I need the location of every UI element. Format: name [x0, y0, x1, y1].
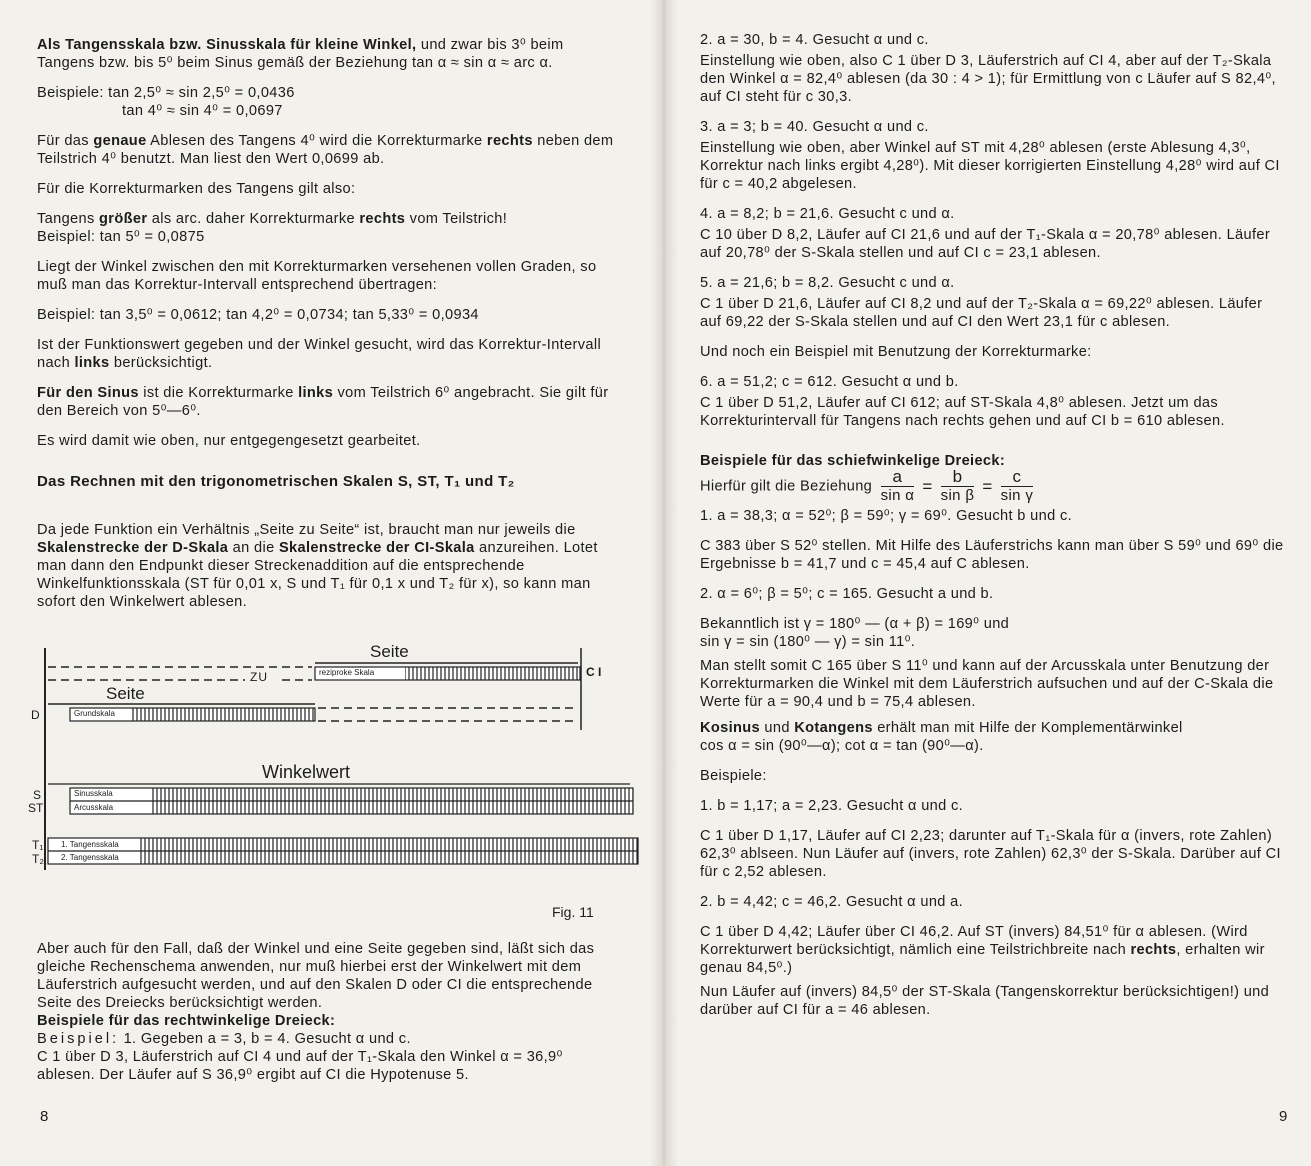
- d-scale-ticks: [130, 708, 315, 721]
- fraction-a: $\frac{a}{\text{sin α}}$: [880, 467, 915, 504]
- paragraph-example-1: Beispiel: 1. Gegeben a = 3, b = 4. Gesucht α und c. C 1 über D 3, Läuferstrich auf CI 4 und auf der T₁-Skala den Winkel α = 36,9⁰ ablesen. Der Läufer auf S 36,9⁰ ergibt auf CI die Hypotenuse 5.: [37, 1031, 563, 1083]
- example-6-text: C 1 über D 51,2, Läufer auf CI 612; auf ST-Skala 4,8⁰ ablesen. Jetzt um das Korrekturintervall für Tangens nach rechts gehen und auf CI b = 610 ablesen.: [700, 395, 1225, 429]
- example-4-text: C 10 über D 8,2, Läufer auf CI 21,6 und auf der T₁-Skala α = 20,78⁰ ablesen. Läufer auf 20,78⁰ der S-Skala stellen und auf CI c = 23,1 ablesen.: [700, 227, 1271, 261]
- paragraph-example-values: Beispiel: tan 3,5⁰ = 0,0612; tan 4,2⁰ = 0,0734; tan 5,33⁰ = 0,0934: [37, 307, 479, 323]
- label-seite-middle: Seite: [106, 684, 145, 703]
- example-2-title: 2. a = 30, b = 4. Gesucht α und c.: [700, 32, 929, 48]
- label-t1: T₁: [32, 838, 44, 852]
- paragraph-opposite: Es wird damit wie oben, nur entgegengesetzt gearbeitet.: [37, 433, 421, 449]
- paragraph-correction-marks: Für die Korrekturmarken des Tangens gilt also:: [37, 181, 356, 197]
- example-2-text: Einstellung wie oben, also C 1 über D 3, Läuferstrich auf CI 4, aber auf der T₂-Skala den Winkel α = 82,4⁰ ablesen (da 30 : 4 > 1); für Ermittlung von c Läufer auf S 82,4⁰, auf CI steht für c 30,3.: [700, 53, 1276, 105]
- example-5-text: C 1 über D 21,6, Läufer auf CI 8,2 und auf der T₂-Skala α = 69,22⁰ ablesen. Läufer auf 69,22 der S-Skala stellen und auf CI den Wert 23,1 für c ablesen.: [700, 296, 1263, 330]
- label-st: ST: [28, 801, 44, 815]
- paragraph-tangent-scale: Als Tangensskala bzw. Sinusskala für kleine Winkel, und zwar bis 3⁰ beim Tangens bzw. bis 5⁰ beim Sinus gemäß der Beziehung tan α ≈ sin α ≈ arc α.: [37, 37, 564, 71]
- s-st-scale-ticks: [150, 788, 633, 814]
- example-5-title: 5. a = 21,6; b = 8,2. Gesucht c und α.: [700, 275, 955, 291]
- label-t2: T₂: [32, 852, 44, 866]
- example-3-title: 3. a = 3; b = 40. Gesucht α und c.: [700, 119, 929, 135]
- paragraph-cosine-cotangent: Kosinus und Kotangens erhält man mit Hilfe der Komplementärwinkel cos α = sin (90⁰—α); cot α = tan (90⁰—α).: [700, 720, 1183, 754]
- cos-example-1-title: 1. b = 1,17; a = 2,23. Gesucht α und c.: [700, 798, 964, 814]
- paragraph-exact-reading: Für das genaue Ablesen des Tangens 4⁰ wird die Korrekturmarke rechts neben dem Teilstrich 4⁰ benutzt. Man liest den Wert 0,0699 ab.: [37, 133, 614, 167]
- cos-example-2-title: 2. b = 4,42; c = 46,2. Gesucht α und a.: [700, 894, 964, 910]
- example-line: Beispiele: tan 2,5⁰ ≈ sin 2,5⁰ = 0,0436: [37, 85, 295, 101]
- label-d: D: [31, 708, 40, 722]
- page-number-right: 9: [1279, 1108, 1288, 1125]
- section-heading: Das Rechnen mit den trigonometrischen Skalen S, ST, T₁ und T₂: [37, 473, 515, 490]
- subheading-oblique-triangle: Beispiele für das schiefwinkelige Dreieck:: [700, 453, 1006, 469]
- examples-label: Beispiele:: [700, 768, 767, 784]
- example-line: tan 4⁰ ≈ sin 4⁰ = 0,0697: [122, 103, 283, 119]
- oblique-example-2-relation: Bekanntlich ist γ = 180⁰ — (α + β) = 169⁰ und sin γ = sin (180⁰ — γ) = sin 11⁰.: [700, 616, 1010, 650]
- left-page: [0, 0, 655, 1166]
- right-text-top: [700, 31, 1286, 1031]
- paragraph-correction-example: Und noch ein Beispiel mit Benutzung der Korrekturmarke:: [700, 344, 1092, 360]
- fraction-b: $\frac{b}{\text{sin β}}$: [940, 467, 975, 504]
- label-seite-top: Seite: [370, 642, 409, 661]
- example-3-text: Einstellung wie oben, aber Winkel auf ST mit 4,28⁰ ablesen (erste Ablesung 4,3⁰, Korrektur nach links ergibt 4,28⁰). Mit dieser korrigierten Einstellung 4,28⁰ wird auf CI für c = 40,2 abgelesen.: [700, 140, 1280, 192]
- oblique-example-2-title: 2. α = 6⁰; β = 5⁰; c = 165. Gesucht a und b.: [700, 586, 994, 602]
- oblique-example-1-text: C 383 über S 52⁰ stellen. Mit Hilfe des Läuferstrichs kann man über S 59⁰ und 69⁰ die Ergebnisse b = 41,7 und c = 45,4 auf C ablesen.: [700, 538, 1284, 572]
- right-page: [668, 0, 1311, 1166]
- t-scale-ticks: [140, 838, 638, 864]
- label-reziproke-skala: reziproke Skala: [316, 668, 404, 677]
- paragraph-sinus: Für den Sinus ist die Korrekturmarke links vom Teilstrich 6⁰ angebracht. Sie gilt für den Bereich von 5⁰—6⁰.: [37, 385, 609, 419]
- subheading-right-triangle: Beispiele für das rechtwinkelige Dreieck:: [37, 1013, 336, 1029]
- label-winkelwert: Winkelwert: [262, 762, 351, 782]
- page-number-left: 8: [40, 1108, 49, 1125]
- label-tangensskala-1: 1. Tangensskala: [58, 840, 139, 849]
- label-arcusskala: Arcusskala: [71, 803, 149, 812]
- example-4-title: 4. a = 8,2; b = 21,6. Gesucht c und α.: [700, 206, 955, 222]
- cos-example-2-text: C 1 über D 4,42; Läufer über CI 46,2. Auf ST (invers) 84,51⁰ für α ablesen. (Wird Korrekturwert berücksichtigt, nämlich eine Teilstrichbreite nach rechts, erhalten wir genau 84,5⁰.): [700, 924, 1265, 976]
- example-6-title: 6. a = 51,2; c = 612. Gesucht α und b.: [700, 374, 959, 390]
- fraction-c: $\frac{c}{\text{sin γ}}$: [1000, 467, 1034, 504]
- label-sinusskala: Sinusskala: [71, 789, 149, 798]
- label-tangensskala-2: 2. Tangensskala: [58, 853, 139, 862]
- paragraph-ratio: Da jede Funktion ein Verhältnis „Seite zu Seite“ ist, braucht man nur jeweils die Skalenstrecke der D-Skala an die Skalenstrecke der CI-Skala anzureihen. Lotet man dann den Endpunkt dieser Streckenaddition auf die entsprechende Winkelfunktionsskala (ST für 0,01 x, S und T₁ für 0,1 x und T₂ für x), so kann man sofort den Winkelwert ablesen.: [37, 522, 598, 610]
- oblique-example-2-text: Man stellt somit C 165 über S 11⁰ und kann auf der Arcusskala unter Benutzung der Korrekturmarken die Winkel mit dem Läuferstrich aufsuchen und auf der C-Skala die Werte für a = 90,4 und b = 75,4 ablesen.: [700, 658, 1274, 710]
- left-text-bottom: [37, 940, 625, 1096]
- paragraph-tangent-greater: Tangens größer als arc. daher Korrekturmarke rechts vom Teilstrich! Beispiel: tan 5⁰ = 0,0875: [37, 211, 508, 245]
- label-grundskala: Grundskala: [71, 709, 129, 718]
- figure-caption: Fig. 11: [552, 904, 594, 920]
- ci-scale-ticks: [405, 667, 580, 680]
- sine-law-formula: Hierfür gilt die Beziehung $\frac{a}{\text{sin α}}$ = $\frac{b}{\text{sin β}}$ = $\frac{c}{\text{sin γ}}$: [700, 467, 1034, 504]
- cos-example-1-text: C 1 über D 1,17, Läufer auf CI 2,23; darunter auf T₁-Skala für α (invers, rote Zahlen) 62,3⁰ ablseen. Nun Läufer auf (invers, rote Zahlen) 62,3⁰ der S-Skala. Darüber auf CI für c 2,52 ablesen.: [700, 828, 1281, 880]
- paragraph-interval: Liegt der Winkel zwischen den mit Korrekturmarken versehenen vollen Graden, so muß man das Korrektur-Intervall entsprechend übertragen:: [37, 259, 597, 293]
- label-ci: C I: [586, 665, 602, 679]
- label-s: S: [33, 788, 42, 802]
- paragraph-function-value: Ist der Funktionswert gegeben und der Winkel gesucht, wird das Korrektur-Intervall nach links berücksichtigt.: [37, 337, 602, 371]
- cos-example-2-final: Nun Läufer auf (invers) 84,5⁰ der ST-Skala (Tangenskorrektur berücksichtigen!) und darüber auf CI für a = 46 ablesen.: [700, 984, 1270, 1018]
- oblique-example-1-title: 1. a = 38,3; α = 52⁰; β = 59⁰; γ = 69⁰. Gesucht b und c.: [700, 508, 1073, 524]
- paragraph-angle-given: Aber auch für den Fall, daß der Winkel und eine Seite gegeben sind, läßt sich das gleiche Rechenschema anwenden, nur muß hierbei erst der Winkelwert mit dem Läuferstrich aufgesucht werden, und auf den Skalen D oder CI die entsprechende Seite des Dreiecks berücksichtigt werden.: [37, 941, 595, 1011]
- label-zu: ZU: [250, 670, 268, 684]
